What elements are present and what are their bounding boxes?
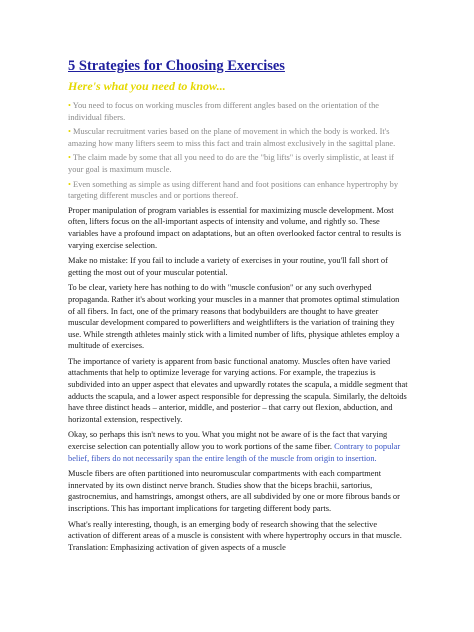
article: [68, 56, 408, 557]
bullet-mark: •: [68, 153, 71, 163]
summary-bullet: [68, 126, 408, 149]
bullet-text: You need to focus on working muscles from different angles based on the orientation of the individual fibers.: [68, 101, 379, 122]
article-subtitle: Here's what you need to know...: [68, 79, 226, 93]
bullet-mark: •: [68, 179, 71, 189]
body-paragraph: Muscle fibers are often partitioned into neuromuscular compartments with each compartment innervated by its own distinct nerve branch. Studies show that the biceps brachii, sartorius, gastrocnemius, and hamstrings, amongst others, are all subdivided by one or more fibrous bands or inscriptions. This has important implications for targeting different body parts.: [68, 469, 400, 513]
bullet-text: Muscular recruitment varies based on the plane of movement in which the body is worked. It's amazing how many lifters seem to miss this fact and train almost exclusively in the sagittal plane.: [68, 127, 396, 148]
pullquote: Contrary to popular belief, fibers do not necessarily span the entire length of the muscle from origin to insertion.: [68, 442, 401, 463]
summary-bullet: [68, 152, 408, 175]
body-paragraph: Proper manipulation of program variables is essential for maximizing muscle development. Most often, lifters focus on the all-important aspects of intensity and volume, and rightly so. These variables have a profound impact on adaptations, but an often overlooked factor central to results is varying exercise selection.: [68, 205, 402, 250]
body-paragraph: To be clear, variety here has nothing to do with "muscle confusion" or any such overhyped propaganda. Rather it's about working your muscles in a manner that promotes optimal stimulation of all fibers. In fact, one of the primary reasons that bodybuilders are thought to have greater muscular development compared to powerlifters and weightlifters is the variation of training they use. While strength athletes mainly stick with a limited number of lifts, physique athletes employ a multitude of exercises.: [68, 283, 400, 351]
summary-bullet: [68, 179, 408, 202]
body-paragraph: Make no mistake: If you fail to include a variety of exercises in your routine, you'll fall short of getting the most out of your muscular potential.: [68, 256, 388, 277]
paragraph-text: Okay, so perhaps this isn't news to you. What you might not be aware of is the fact that varying exercise selection can potentially allow you to work portions of the same fiber.: [68, 430, 388, 452]
summary-bullet: [68, 100, 408, 123]
body-paragraph: What's really interesting, though, is an emerging body of research showing that the selective activation of different areas of a muscle is consistent with where hypertrophy occurs in that muscle. Translation: Emphasizing activation of given aspects of a muscle: [68, 519, 402, 552]
bullet-mark: •: [68, 101, 71, 110]
article-title: 5 Strategies for Choosing Exercises: [68, 58, 285, 74]
bullet-mark: •: [68, 127, 71, 137]
bullet-text: Even something as simple as using different hand and foot positions can enhance hypertrophy by targeting different muscles and or portions thereof.: [68, 179, 399, 201]
body-paragraph: The importance of variety is apparent from basic functional anatomy. Muscles often have varied attachments that help to optimize leverage for varying actions. For example, the trapezius is subdivided into an upper aspect that elevates and upwardly rotates the scapula, a middle segment that adducts the scapula, and a lower aspect responsible for depressing the scapula. Similarly, the deltoids have three distinct heads – anterior, middle, and posterior – that carry out flexion, abduction, and horizontal extension, respectively.: [68, 356, 408, 424]
bullet-text: The claim made by some that all you need to do are the "big lifts" is overly simplistic, at least if your goal is maximum muscle.: [68, 153, 394, 174]
body-paragraph: [68, 429, 408, 464]
